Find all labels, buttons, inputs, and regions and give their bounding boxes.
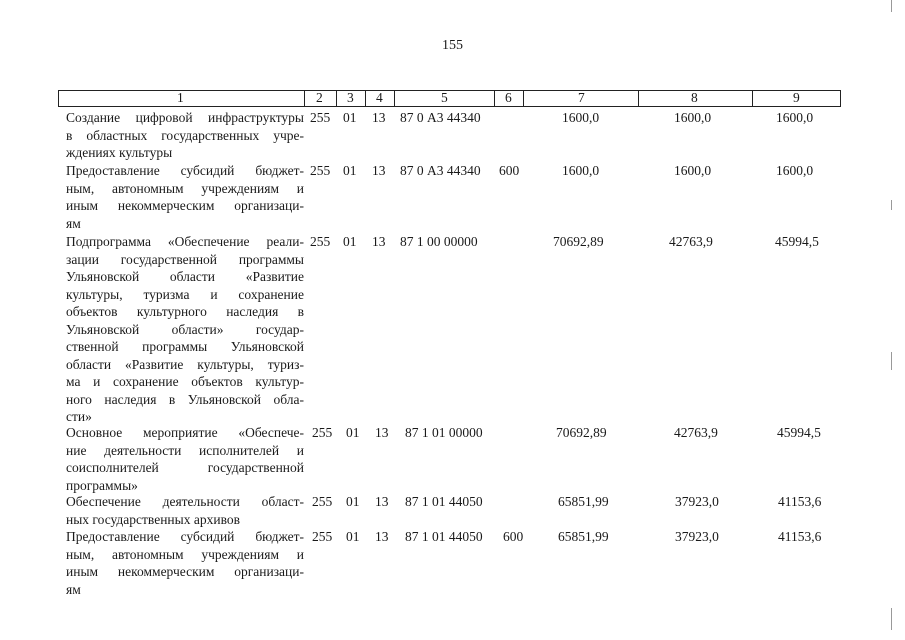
header-cell-8 (638, 90, 753, 107)
header-label: 5 (441, 90, 448, 105)
section-code: 01 (346, 425, 360, 440)
header-label: 1 (177, 90, 184, 105)
description-line: Основное мероприятие «Обеспече- (66, 425, 304, 440)
subsection-code: 13 (372, 110, 386, 125)
expense-type-code: 600 (499, 163, 520, 178)
amount-col-9: 41153,6 (778, 494, 822, 509)
header-label: 9 (793, 90, 800, 105)
subsection-code: 13 (375, 529, 389, 544)
section-code: 01 (343, 163, 357, 178)
description-line: в областных государственных учре- (66, 127, 304, 143)
row-description (66, 493, 304, 528)
header-cell-1 (58, 90, 305, 107)
section-code: 01 (346, 529, 360, 544)
header-cell-7 (523, 90, 639, 107)
scan-mark (891, 200, 892, 210)
scan-mark (891, 608, 892, 630)
amount-col-7: 70692,89 (556, 425, 607, 440)
chapter-code: 255 (312, 529, 333, 544)
description-line: культуры, туризма и сохранение (66, 286, 304, 302)
description-line: Предоставление субсидий бюджет- (66, 163, 304, 178)
chapter-code: 255 (312, 425, 333, 440)
header-label: 6 (505, 90, 512, 105)
description-line: ма и сохранение объектов культур- (66, 374, 304, 389)
description-line: ям (66, 215, 81, 231)
target-article-code: 87 1 00 00000 (400, 234, 478, 249)
scan-mark (891, 352, 892, 370)
header-cell-3 (336, 90, 366, 107)
amount-col-8: 42763,9 (674, 425, 718, 440)
amount-col-7: 1600,0 (562, 163, 600, 178)
subsection-code: 13 (375, 425, 389, 440)
header-cell-5 (394, 90, 495, 107)
amount-col-7: 1600,0 (562, 110, 600, 125)
target-article-code: 87 1 01 44050 (405, 494, 483, 509)
description-line: зации государственной программы (66, 251, 304, 267)
amount-col-8: 37923,0 (675, 494, 719, 509)
scan-mark (891, 0, 892, 12)
amount-col-9: 1600,0 (776, 110, 814, 125)
subsection-code: 13 (375, 494, 389, 509)
target-article-code: 87 1 01 44050 (405, 529, 483, 544)
expense-type-code: 600 (503, 529, 524, 544)
description-line: ным, автономным учреждениям и (66, 546, 304, 562)
description-line: ного наследия в Ульяновской обла- (66, 391, 304, 407)
chapter-code: 255 (310, 234, 331, 249)
description-line: ных государственных архивов (66, 511, 240, 527)
description-line: соисполнителей государственной (66, 460, 304, 475)
header-cell-6 (494, 90, 524, 107)
amount-col-8: 37923,0 (675, 529, 719, 544)
row-description (66, 233, 304, 426)
amount-col-7: 70692,89 (553, 234, 604, 249)
amount-col-7: 65851,99 (558, 529, 609, 544)
target-article-code: 87 1 01 00000 (405, 425, 483, 440)
header-label: 8 (691, 90, 698, 105)
section-code: 01 (343, 234, 357, 249)
section-code: 01 (343, 110, 357, 125)
target-article-code: 87 0 А3 44340 (400, 163, 481, 178)
page-number: 155 (442, 38, 463, 53)
description-line: Ульяновской области «Развитие (66, 269, 304, 284)
description-line: иным некоммерческим организаци- (66, 564, 304, 579)
row-description (66, 528, 304, 598)
description-line: Создание цифровой инфраструктуры (66, 110, 304, 125)
description-line: объектов культурного наследия в (66, 304, 304, 319)
description-line: программы» (66, 477, 138, 493)
amount-col-9: 41153,6 (778, 529, 822, 544)
target-article-code: 87 0 А3 44340 (400, 110, 481, 125)
description-line: Обеспечение деятельности област- (66, 494, 304, 509)
description-line: иным некоммерческим организаци- (66, 198, 304, 213)
header-label: 4 (376, 90, 383, 105)
row-description (66, 162, 304, 232)
description-line: Ульяновской области» государ- (66, 321, 304, 337)
chapter-code: 255 (310, 110, 331, 125)
chapter-code: 255 (310, 163, 331, 178)
amount-col-7: 65851,99 (558, 494, 609, 509)
header-label: 3 (347, 90, 354, 105)
row-description (66, 424, 304, 494)
amount-col-8: 1600,0 (674, 110, 712, 125)
header-label: 7 (578, 90, 585, 105)
chapter-code: 255 (312, 494, 333, 509)
subsection-code: 13 (372, 234, 386, 249)
amount-col-9: 45994,5 (775, 234, 819, 249)
amount-col-8: 1600,0 (674, 163, 712, 178)
description-line: области «Развитие культуры, туриз- (66, 356, 304, 372)
amount-col-9: 1600,0 (776, 163, 814, 178)
description-line: сти» (66, 409, 92, 424)
header-label: 2 (316, 90, 323, 105)
description-line: ственной программы Ульяновской (66, 339, 304, 354)
header-cell-4 (365, 90, 395, 107)
header-cell-9 (752, 90, 841, 107)
description-line: ям (66, 581, 81, 597)
subsection-code: 13 (372, 163, 386, 178)
section-code: 01 (346, 494, 360, 509)
amount-col-9: 45994,5 (777, 425, 821, 440)
row-description (66, 109, 304, 162)
description-line: ждениях культуры (66, 145, 173, 160)
description-line: Предоставление субсидий бюджет- (66, 529, 304, 544)
description-line: ным, автономным учреждениям и (66, 180, 304, 196)
description-line: Подпрограмма «Обеспечение реали- (66, 234, 304, 249)
amount-col-8: 42763,9 (669, 234, 713, 249)
header-cell-2 (304, 90, 337, 107)
description-line: ние деятельности исполнителей и (66, 442, 304, 458)
